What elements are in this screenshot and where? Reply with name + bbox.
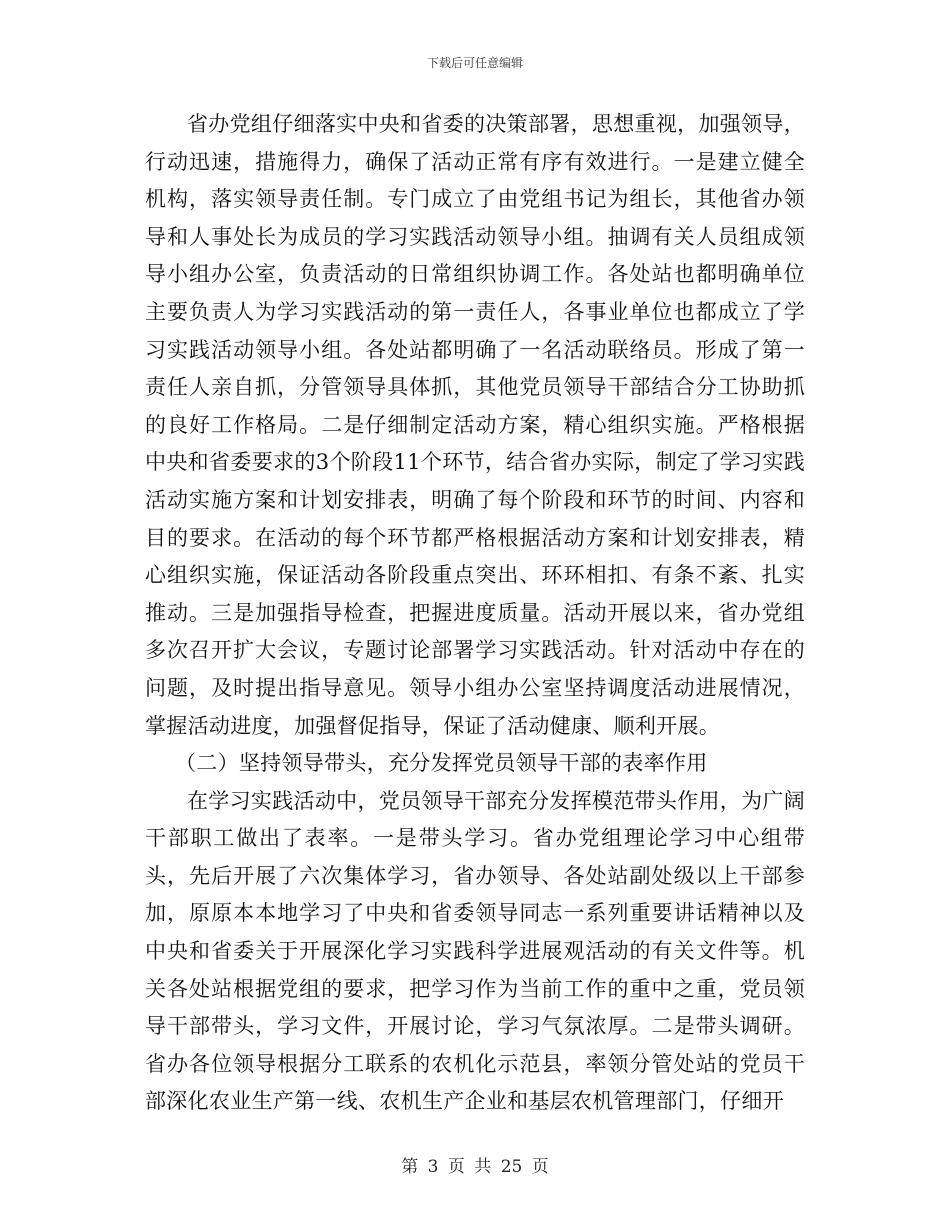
document-body	[145, 106, 805, 1121]
page-footer: 第 3 页 共 25 页	[401, 1157, 549, 1177]
paragraph-1: 省办党组仔细落实中央和省委的决策部署，思想重视，加强领导，行动迅速，措施得力，确保了活动正常有序有效进行。一是建立健全机构，落实领导责任制。专门成立了由党组书记为组长，其他省办领导和人事处长为成员的学习实践活动领导小组。抽调有关人员组成领导小组办公室，负责活动的日常组织协调工作。各处站也都明确单位主要负责人为学习实践活动的第一责任人，各事业单位也都成立了学习实践活动领导小组。各处站都明确了一名活动联络员。形成了第一责任人亲自抓，分管领导具体抓，其他党员领导干部结合分工协助抓的良好工作格局。二是仔细制定活动方案，精心组织实施。严格根据中央和省委要求的3个阶段11个环节，结合省办实际，制定了学习实践活动实施方案和计划安排表，明确了每个阶段和环节的时间、内容和目的要求。在活动的每个环节都严格根据活动方案和计划安排表，精心组织实施，保证活动各阶段重点突出、环环相扣、有条不紊、扎实推动。三是加强指导检查，把握进度质量。活动开展以来，省办党组多次召开扩大会议，专题讨论部署学习实践活动。针对活动中存在的问题，及时提出指导意见。领导小组办公室坚持调度活动进展情况，掌握活动进度，加强督促指导，保证了活动健康、顺利开展。	[145, 112, 805, 738]
page-header: 下载后可任意编辑	[426, 56, 523, 70]
paragraph-2: 在学习实践活动中，党员领导干部充分发挥模范带头作用，为广阔干部职工做出了表率。一是带头学习。省办党组理论学习中心组带头，先后开展了六次集体学习，省办领导、各处站副处级以上干部参加，原原本本地学习了中央和省委领导同志一系列重要讲话精神以及中央和省委关于开展深化学习实践科学进展观活动的有关文件等。机关各处站根据党组的要求，把学习作为当前工作的重中之重，党员领导干部带头，学习文件，开展讨论，学习气氛浓厚。二是带头调研。省办各位领导根据分工联系的农机化示范县，率领分管处站的党员干部深化农业生产第一线、农机生产企业和基层农机管理部门，仔细开	[145, 788, 805, 1114]
section-heading-2: （二）坚持领导带头，充分发挥党员领导干部的表率作用	[175, 751, 708, 776]
